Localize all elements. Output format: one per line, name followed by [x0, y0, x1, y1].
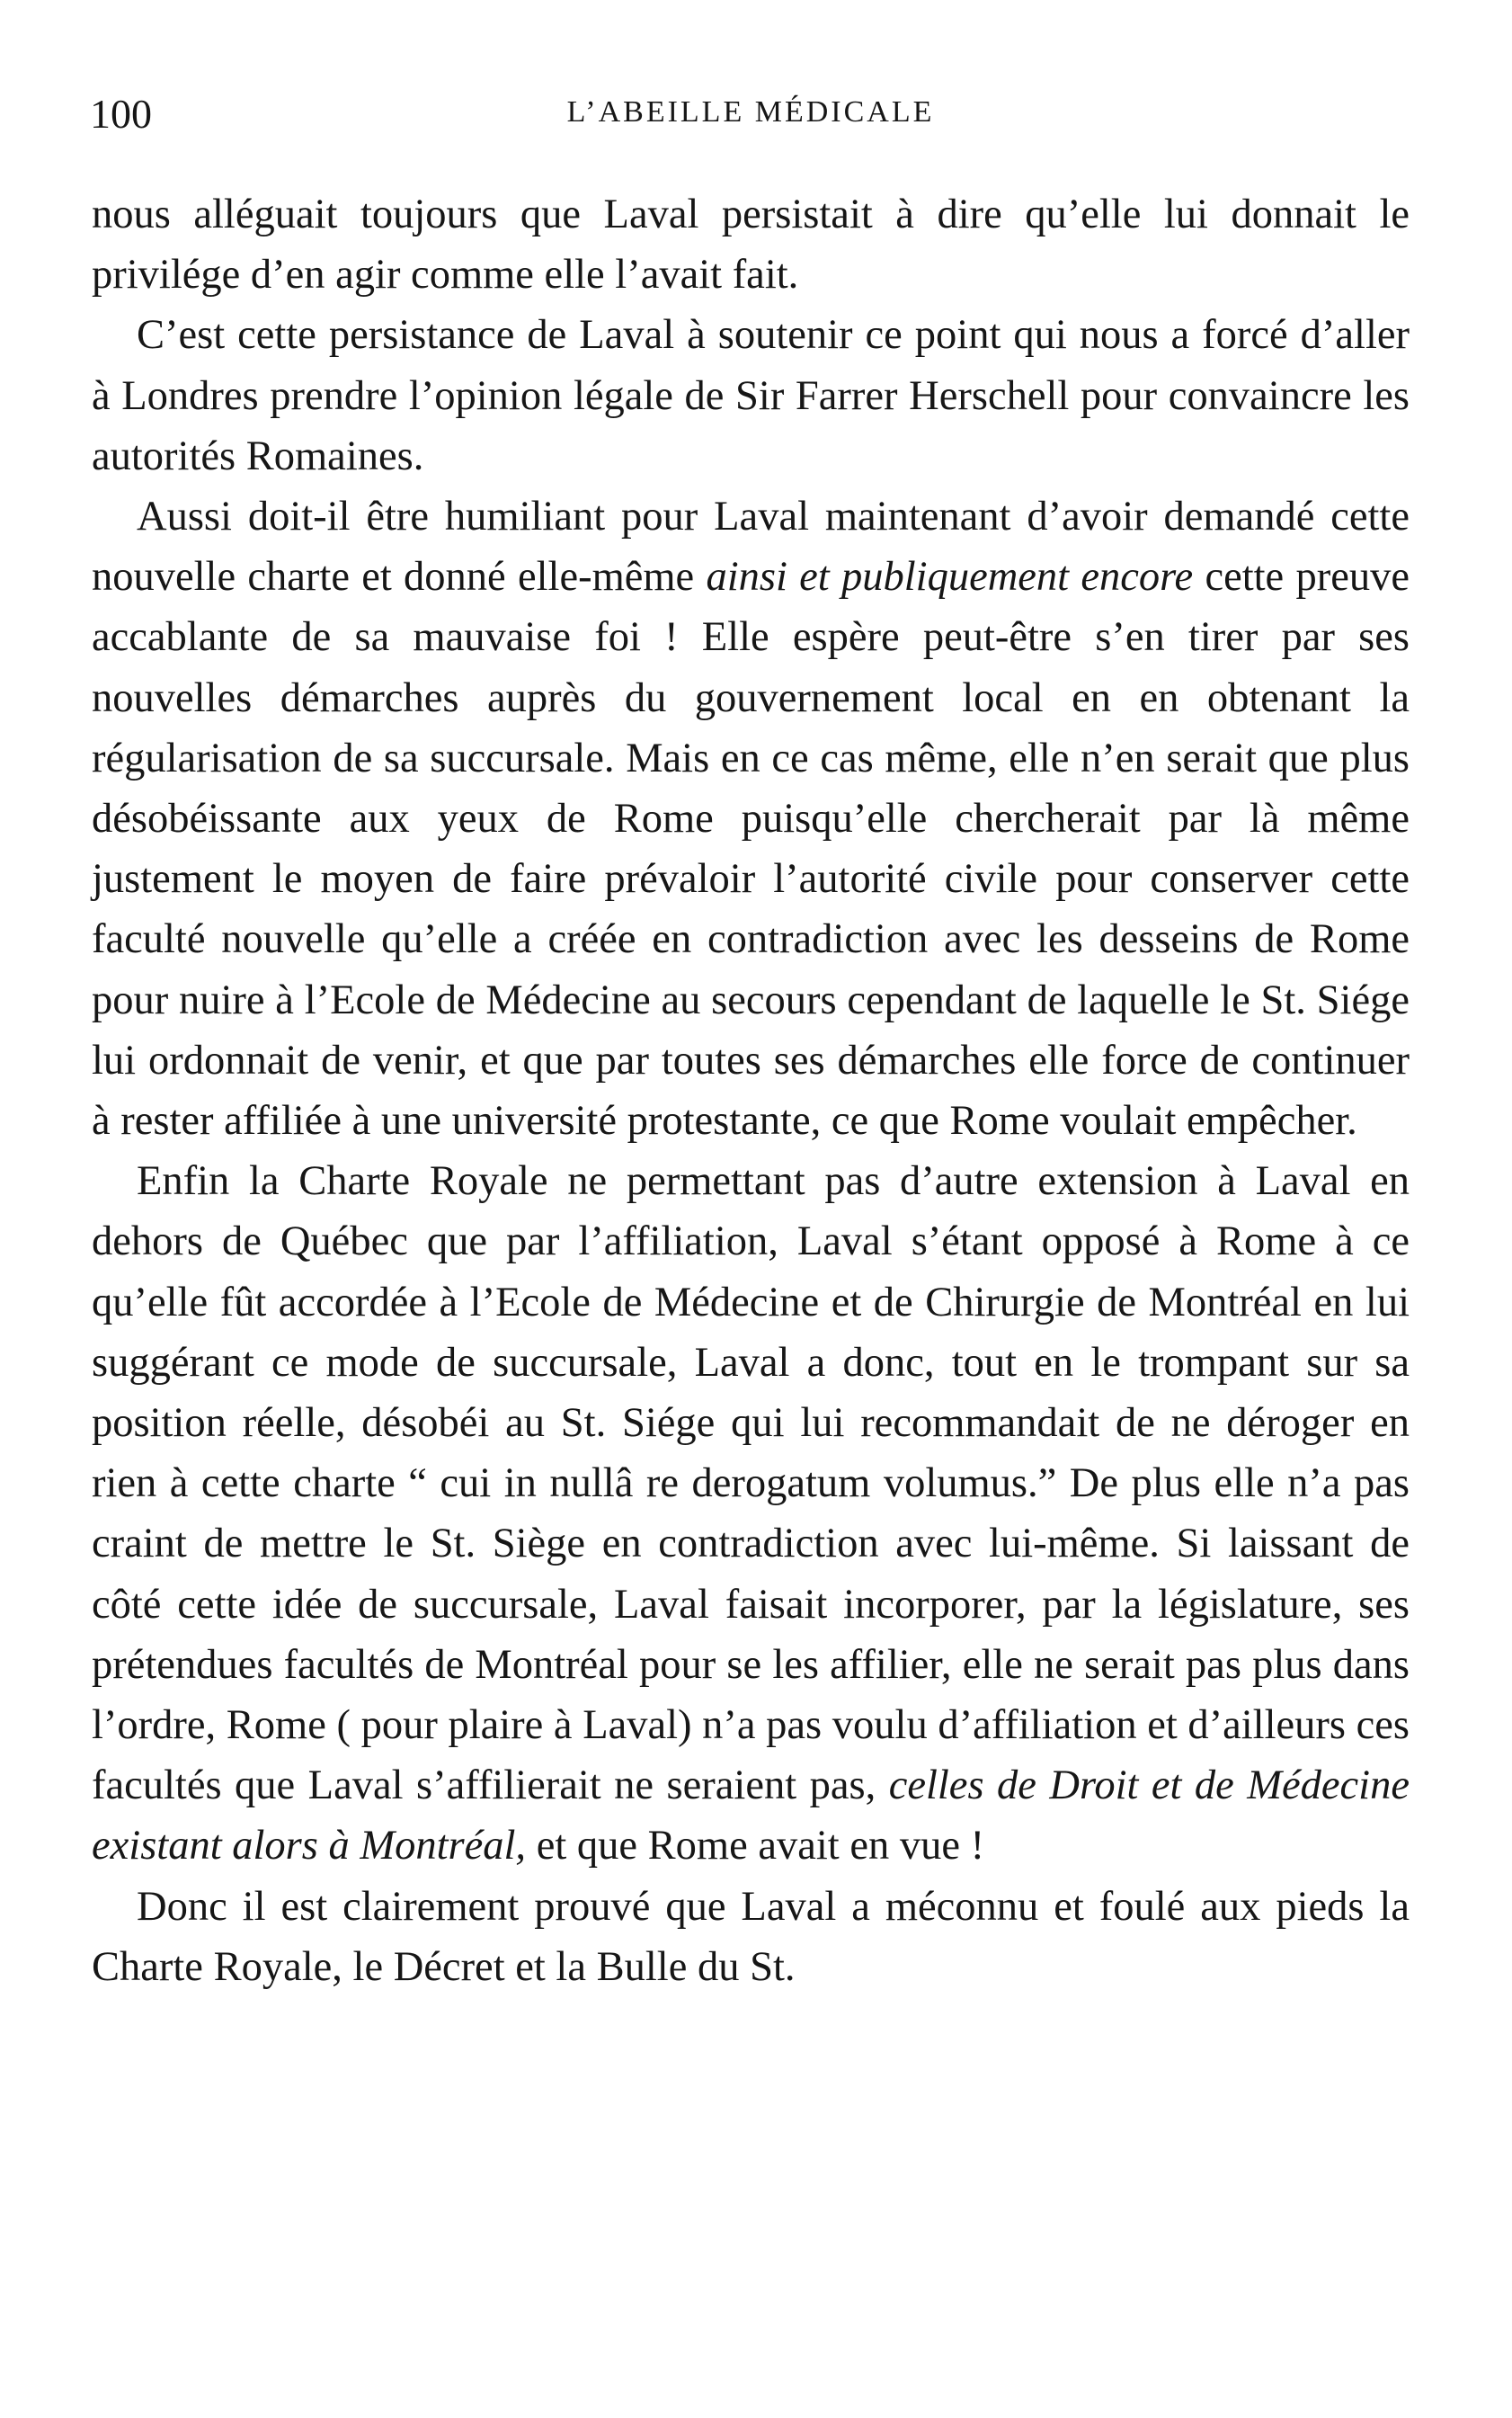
running-head: L’ABEILLE MÉDICALE [566, 95, 935, 129]
page-header [90, 90, 1411, 144]
paragraph-3-italic: ainsi et publiquement encore [706, 554, 1194, 601]
paragraph-4-italic: celles de Droit et de Médecine existant alors à Montréal, [92, 1762, 1410, 1869]
body-text [92, 184, 1410, 1997]
page-number: 100 [90, 91, 152, 137]
paragraph-5: Donc il est clairement prouvé que Laval a méconnu et foulé aux pieds la Charte Royale, le Décret et la Bulle du St. [92, 1883, 1410, 1990]
paragraph-2: C’est cette persistance de Laval à soutenir ce point qui nous a forcé d’aller à Londres prendre l’opinion légale de Sir Farrer Herschell pour convaincre les autorités Romaines. [92, 312, 1410, 479]
paragraph-3-text-a: Aussi doit-il être humiliant pour Laval maintenant d’avoir demandé cette nouvelle charte et donné elle-même [92, 494, 1410, 601]
paragraph-4 [92, 1151, 1410, 1876]
paragraph-1: nous alléguait toujours que Laval persistait à dire qu’elle lui donnait le privilége d’en agir comme elle l’avait fait. [92, 192, 1410, 299]
paragraph-3 [92, 486, 1410, 1151]
paragraph-4-text-b: et que Rome avait en vue ! [526, 1823, 985, 1869]
paragraph-4-text-a: Enfin la Charte Royale ne permettant pas d’autre extension à Laval en dehors de Québec que par l’affiliation, Laval s’étant opposé à Rome à ce qu’elle fût accordée à l’Ecole de Médecine et de Chirurgie de Montréal en lui suggérant ce mode de succursale, Laval a donc, tout en le trompant sur sa position réelle, désobéi au St. Siége qui lui recommandait de ne déroger en rien à cette charte “ cui in nullâ re derogatum volumus.” De plus elle n’a pas craint de mettre le St. Siège en contradiction avec lui-même. Si laissant de côté cette idée de succursale, Laval faisait incorporer, par la législature, ses prétendues facultés de Montréal pour se les affilier, elle ne serait pas plus dans l’ordre, Rome ( pour plaire à Laval) n’a pas voulu d’affiliation et d’ailleurs ces facultés que Laval s’affilierait ne seraient pas, [92, 1158, 1410, 1809]
paragraph-3-text-b: cette preuve accablante de sa mauvaise foi ! Elle espère peut-être s’en tirer par ses nouvelles démarches auprès du gouvernement local en en obtenant la régularisation de sa succursale. Mais en ce cas même, elle n’en serait que plus désobéissante aux yeux de Rome puisqu’elle chercherait par là même justement le moyen de faire prévaloir l’autorité civile pour conserver cette faculté nouvelle qu’elle a créée en contradiction avec les desseins de Rome pour nuire à l’Ecole de Médecine au secours cependant de laquelle le St. Siége lui ordonnait de venir, et que par toutes ses démarches elle force de continuer à rester affiliée à une université protestante, ce que Rome voulait empêcher. [92, 554, 1410, 1145]
